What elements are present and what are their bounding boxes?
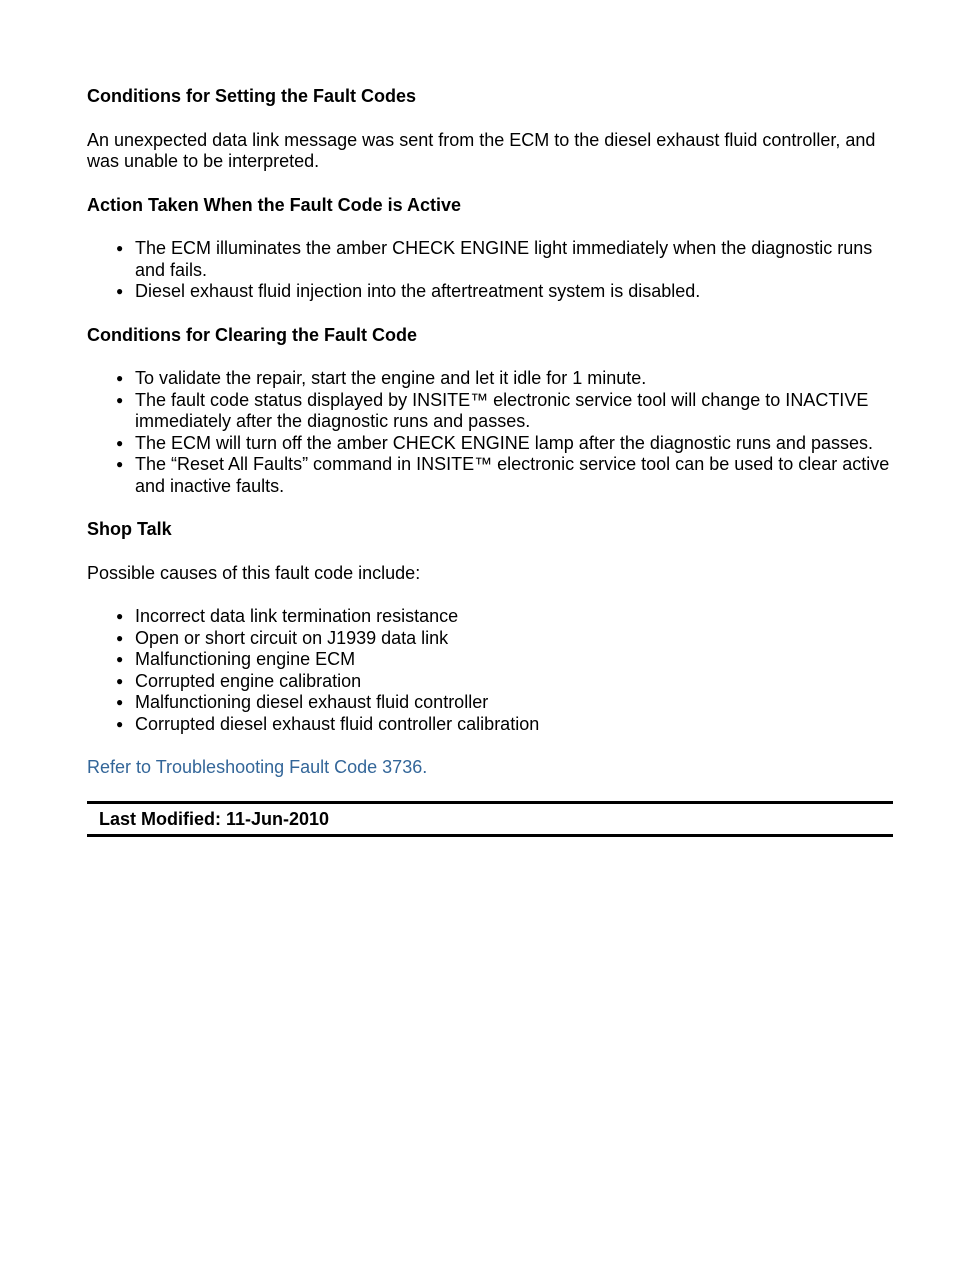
bullet-icon: ● <box>116 609 124 623</box>
bullet-icon: ● <box>116 284 124 298</box>
clearing-list <box>87 368 893 497</box>
bullet-icon: ● <box>116 630 124 645</box>
heading-shop-talk: Shop Talk <box>87 519 172 539</box>
action-list <box>87 238 893 303</box>
list-item: ● Malfunctioning diesel exhaust fluid controller <box>116 692 489 712</box>
list-item: ● The ECM illuminates the amber CHECK ENGINE light immediately when the diagnostic runs and fails. <box>116 238 873 280</box>
list-item: ● Open or short circuit on J1939 data link <box>116 627 449 648</box>
footer-bar <box>87 801 893 837</box>
bullet-icon: ● <box>116 652 124 666</box>
bullet-icon: ● <box>116 457 124 471</box>
list-item: ● Incorrect data link termination resistance <box>116 606 459 626</box>
heading-clearing-conditions: Conditions for Clearing the Fault Code <box>87 324 417 345</box>
heading-action-taken: Action Taken When the Fault Code is Active <box>87 194 462 215</box>
bullet-icon: ● <box>116 673 124 688</box>
bullet-icon: ● <box>116 392 124 407</box>
list-item: ● Diesel exhaust fluid injection into the aftertreatment system is disabled. <box>116 281 701 301</box>
heading-setting-conditions: Conditions for Setting the Fault Codes <box>87 86 416 106</box>
list-item: ● Corrupted diesel exhaust fluid controller calibration <box>116 713 540 734</box>
bullet-icon: ● <box>116 371 124 385</box>
list-item: ● The ECM will turn off the amber CHECK ENGINE lamp after the diagnostic runs and passes. <box>116 432 873 453</box>
list-item: ● The fault code status displayed by INSITE™ electronic service tool will change to INACTIVE immediately after the diagnostic runs and passes. <box>116 389 869 431</box>
bullet-icon: ● <box>116 716 124 731</box>
list-item: ● Malfunctioning engine ECM <box>116 649 356 669</box>
bullet-icon: ● <box>116 241 124 255</box>
troubleshooting-link[interactable]: Refer to Troubleshooting Fault Code 3736. <box>87 757 428 777</box>
list-item: ● The “Reset All Faults” command in INSITE™ electronic service tool can be used to clear active and inactive faults. <box>116 454 890 496</box>
bullet-icon: ● <box>116 695 124 709</box>
last-modified-label: Last Modified: 11-Jun-2010 <box>99 808 330 829</box>
causes-list <box>87 606 893 735</box>
shop-talk-intro: Possible causes of this fault code include: <box>87 562 421 583</box>
document-page <box>87 86 893 837</box>
setting-conditions-text: An unexpected data link message was sent from the ECM to the diesel exhaust fluid controller, and was unable to be interpreted. <box>87 129 876 171</box>
list-item: ● To validate the repair, start the engine and let it idle for 1 minute. <box>116 368 647 388</box>
bullet-icon: ● <box>116 435 124 450</box>
list-item: ● Corrupted engine calibration <box>116 670 362 691</box>
